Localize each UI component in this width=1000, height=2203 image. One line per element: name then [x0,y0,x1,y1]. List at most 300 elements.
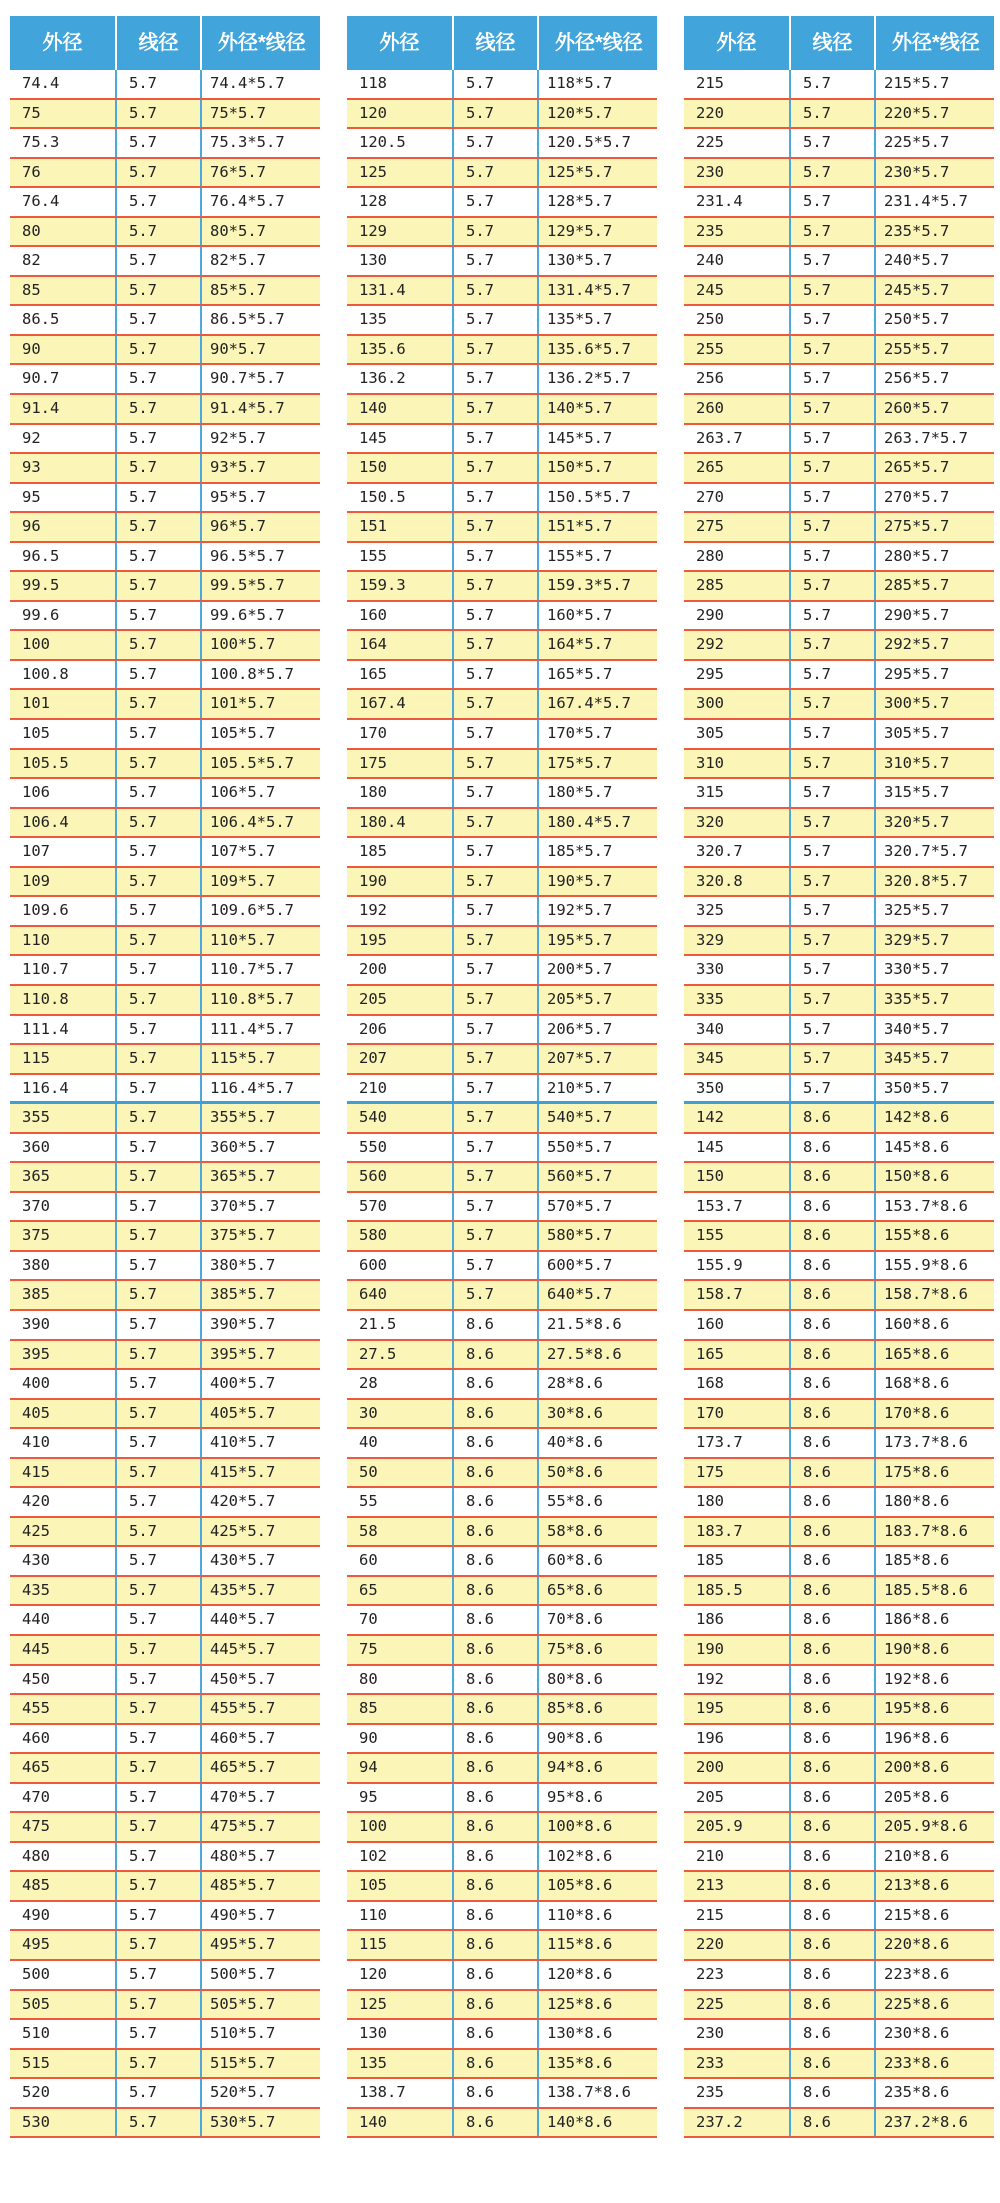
cell-outer-x-wire: 170*5.7 [537,720,657,748]
cell-wire-diameter: 5.7 [452,956,537,984]
cell-outer-diameter: 195 [696,1699,724,1718]
table-row [684,2109,994,2139]
cell-outer-diameter: 445 [22,1639,50,1658]
cell-wire-diameter: 8.6 [789,1606,874,1634]
cell-outer-diameter: 27.5 [359,1344,397,1363]
cell-outer-diameter: 65 [359,1580,378,1599]
cell-wire-diameter: 8.6 [452,1488,537,1516]
cell-wire-diameter: 5.7 [789,100,874,128]
cell-outer-diameter: 165 [696,1344,724,1363]
table-row [347,100,657,130]
cell-wire-diameter: 5.7 [115,218,200,246]
cell-outer-diameter: 150.5 [359,487,406,506]
header-outer-x-wire: 外径*线径 [537,16,657,70]
cell-outer-diameter: 580 [359,1226,387,1245]
cell-outer-x-wire: 153.7*8.6 [874,1193,994,1221]
cell-outer-x-wire: 185*5.7 [537,838,657,866]
table-row [10,2079,320,2109]
cell-outer-x-wire: 520*5.7 [200,2079,320,2107]
cell-wire-diameter: 5.7 [115,1813,200,1841]
cell-outer-x-wire: 205*5.7 [537,986,657,1014]
cell-outer-diameter: 210 [696,1846,724,1865]
cell-outer-diameter: 80 [22,221,41,240]
cell-outer-x-wire: 305*5.7 [874,720,994,748]
cell-outer-diameter: 520 [22,2083,50,2102]
table-row [684,809,994,839]
cell-wire-diameter: 5.7 [789,750,874,778]
cell-outer-x-wire: 159.3*5.7 [537,572,657,600]
cell-outer-x-wire: 85*5.7 [200,277,320,305]
table-row [347,159,657,189]
table-row [684,631,994,661]
table-row [10,1606,320,1636]
table-row [684,690,994,720]
cell-outer-diameter: 510 [22,2024,50,2043]
table-row [10,306,320,336]
cell-outer-diameter: 110 [22,930,50,949]
table-row [10,956,320,986]
table-row [10,100,320,130]
cell-outer-x-wire: 106.4*5.7 [200,809,320,837]
cell-outer-x-wire: 82*5.7 [200,247,320,275]
table-row [684,395,994,425]
cell-outer-x-wire: 500*5.7 [200,1961,320,1989]
cell-outer-diameter: 93 [22,458,41,477]
table-row [684,838,994,868]
cell-outer-diameter: 190 [359,871,387,890]
cell-wire-diameter: 5.7 [452,425,537,453]
table-row [347,1075,657,1105]
table-row [347,188,657,218]
cell-wire-diameter: 5.7 [789,956,874,984]
table-row [10,1902,320,1932]
cell-outer-diameter: 190 [696,1639,724,1658]
cell-outer-x-wire: 395*5.7 [200,1341,320,1369]
cell-outer-diameter: 76 [22,162,41,181]
cell-wire-diameter: 8.6 [789,1341,874,1369]
table-row [347,1429,657,1459]
cell-wire-diameter: 5.7 [452,129,537,157]
cell-wire-diameter: 5.7 [452,1016,537,1044]
cell-outer-diameter: 40 [359,1433,378,1452]
table-row [684,2079,994,2109]
table-body [347,70,657,2138]
cell-outer-diameter: 237.2 [696,2112,743,2131]
cell-wire-diameter: 5.7 [115,1695,200,1723]
cell-outer-x-wire: 155*5.7 [537,543,657,571]
table-row [10,927,320,957]
cell-wire-diameter: 5.7 [115,129,200,157]
cell-outer-diameter: 485 [22,1876,50,1895]
spec-table-column-2 [347,0,657,2203]
cell-outer-diameter: 560 [359,1167,387,1186]
cell-outer-x-wire: 485*5.7 [200,1872,320,1900]
cell-wire-diameter: 5.7 [789,306,874,334]
cell-wire-diameter: 5.7 [115,1754,200,1782]
cell-outer-diameter: 96.5 [22,546,60,565]
cell-outer-x-wire: 292*5.7 [874,631,994,659]
table-row [347,1045,657,1075]
cell-wire-diameter: 8.6 [789,1370,874,1398]
cell-outer-x-wire: 110*5.7 [200,927,320,955]
cell-outer-x-wire: 167.4*5.7 [537,690,657,718]
table-row [684,661,994,691]
cell-wire-diameter: 5.7 [452,838,537,866]
table-row [347,1518,657,1548]
table-row [684,1341,994,1371]
cell-outer-x-wire: 168*8.6 [874,1370,994,1398]
table-row [347,1222,657,1252]
cell-wire-diameter: 5.7 [789,129,874,157]
table-row [684,956,994,986]
table-row [10,1252,320,1282]
cell-outer-diameter: 192 [696,1669,724,1688]
table-body [10,70,320,2138]
cell-wire-diameter: 5.7 [789,454,874,482]
cell-outer-x-wire: 510*5.7 [200,2020,320,2048]
cell-outer-diameter: 215 [696,1905,724,1924]
cell-outer-x-wire: 250*5.7 [874,306,994,334]
cell-outer-diameter: 435 [22,1580,50,1599]
cell-outer-x-wire: 240*5.7 [874,247,994,275]
table-row [10,1754,320,1784]
cell-outer-x-wire: 300*5.7 [874,690,994,718]
cell-wire-diameter: 5.7 [115,602,200,630]
cell-outer-x-wire: 105*8.6 [537,1872,657,1900]
cell-outer-x-wire: 74.4*5.7 [200,70,320,98]
cell-outer-x-wire: 160*8.6 [874,1311,994,1339]
table-row [347,720,657,750]
cell-outer-diameter: 105.5 [22,753,69,772]
cell-wire-diameter: 5.7 [115,1075,200,1102]
cell-wire-diameter: 8.6 [452,1961,537,1989]
cell-outer-x-wire: 195*8.6 [874,1695,994,1723]
cell-wire-diameter: 5.7 [789,1045,874,1073]
cell-wire-diameter: 5.7 [115,1016,200,1044]
table-row [10,986,320,1016]
table-row [10,809,320,839]
cell-outer-diameter: 290 [696,605,724,624]
cell-outer-x-wire: 91.4*5.7 [200,395,320,423]
cell-outer-x-wire: 80*5.7 [200,218,320,246]
table-row [347,1577,657,1607]
cell-outer-diameter: 106.4 [22,812,69,831]
table-row [684,2050,994,2080]
cell-outer-diameter: 90.7 [22,369,60,388]
table-row [684,159,994,189]
table-row [684,1045,994,1075]
cell-outer-diameter: 96 [22,517,41,536]
cell-wire-diameter: 5.7 [115,1725,200,1753]
cell-wire-diameter: 8.6 [452,1725,537,1753]
cell-wire-diameter: 8.6 [452,1311,537,1339]
table-row [347,395,657,425]
table-row [347,868,657,898]
cell-outer-x-wire: 190*8.6 [874,1636,994,1664]
cell-wire-diameter: 5.7 [452,100,537,128]
cell-wire-diameter: 5.7 [115,70,200,98]
cell-wire-diameter: 5.7 [789,631,874,659]
table-row [10,1163,320,1193]
cell-wire-diameter: 5.7 [452,1193,537,1221]
cell-wire-diameter: 5.7 [115,1931,200,1959]
table-row [684,365,994,395]
cell-wire-diameter: 8.6 [789,1193,874,1221]
cell-wire-diameter: 5.7 [789,484,874,512]
cell-outer-diameter: 120.5 [359,133,406,152]
cell-wire-diameter: 5.7 [115,631,200,659]
cell-wire-diameter: 5.7 [115,1666,200,1694]
table-row [684,454,994,484]
table-row [347,70,657,100]
cell-outer-x-wire: 165*8.6 [874,1341,994,1369]
cell-outer-diameter: 145 [359,428,387,447]
cell-wire-diameter: 8.6 [789,1843,874,1871]
cell-wire-diameter: 5.7 [115,838,200,866]
cell-outer-x-wire: 180*8.6 [874,1488,994,1516]
spec-table-column-3 [684,0,994,2203]
table-row [684,1311,994,1341]
cell-outer-diameter: 233 [696,2053,724,2072]
cell-wire-diameter: 8.6 [789,1222,874,1250]
table-row [684,1134,994,1164]
cell-outer-diameter: 160 [696,1314,724,1333]
cell-outer-diameter: 150 [696,1167,724,1186]
cell-wire-diameter: 8.6 [789,1813,874,1841]
cell-outer-diameter: 206 [359,1019,387,1038]
cell-outer-diameter: 155.9 [696,1255,743,1274]
cell-outer-diameter: 225 [696,133,724,152]
cell-wire-diameter: 8.6 [452,1370,537,1398]
cell-wire-diameter: 5.7 [115,277,200,305]
cell-outer-x-wire: 375*5.7 [200,1222,320,1250]
table-row [347,218,657,248]
table-row [10,750,320,780]
cell-wire-diameter: 5.7 [452,277,537,305]
cell-outer-diameter: 300 [696,694,724,713]
cell-outer-x-wire: 109.6*5.7 [200,897,320,925]
cell-wire-diameter: 5.7 [115,572,200,600]
cell-outer-x-wire: 230*8.6 [874,2020,994,2048]
table-row [347,1370,657,1400]
table-row [10,2050,320,2080]
cell-outer-x-wire: 225*5.7 [874,129,994,157]
cell-wire-diameter: 5.7 [115,1488,200,1516]
cell-outer-diameter: 185.5 [696,1580,743,1599]
cell-wire-diameter: 5.7 [115,1400,200,1428]
cell-outer-diameter: 116.4 [22,1078,69,1097]
cell-outer-diameter: 231.4 [696,192,743,211]
table-row [347,2109,657,2139]
table-row [10,1666,320,1696]
cell-outer-x-wire: 550*5.7 [537,1134,657,1162]
cell-outer-x-wire: 231.4*5.7 [874,188,994,216]
cell-outer-diameter: 230 [696,162,724,181]
cell-wire-diameter: 8.6 [789,1163,874,1191]
cell-outer-diameter: 329 [696,930,724,949]
cell-outer-x-wire: 164*5.7 [537,631,657,659]
cell-outer-diameter: 99.6 [22,605,60,624]
cell-outer-x-wire: 290*5.7 [874,602,994,630]
cell-outer-x-wire: 106*5.7 [200,779,320,807]
table-row [347,1843,657,1873]
table-row [347,454,657,484]
table-row [10,1429,320,1459]
cell-outer-diameter: 164 [359,635,387,654]
cell-outer-x-wire: 100*8.6 [537,1813,657,1841]
table-row [347,1104,657,1134]
cell-outer-diameter: 370 [22,1196,50,1215]
cell-wire-diameter: 5.7 [789,1016,874,1044]
table-row [10,1547,320,1577]
cell-wire-diameter: 5.7 [115,750,200,778]
table-row [347,543,657,573]
cell-wire-diameter: 8.6 [452,1695,537,1723]
cell-outer-x-wire: 175*8.6 [874,1459,994,1487]
cell-wire-diameter: 5.7 [115,809,200,837]
cell-outer-x-wire: 95*8.6 [537,1784,657,1812]
cell-outer-x-wire: 107*5.7 [200,838,320,866]
cell-wire-diameter: 5.7 [452,986,537,1014]
cell-outer-diameter: 335 [696,989,724,1008]
cell-outer-x-wire: 75*8.6 [537,1636,657,1664]
cell-outer-x-wire: 101*5.7 [200,690,320,718]
cell-outer-diameter: 140 [359,2112,387,2131]
cell-wire-diameter: 5.7 [115,513,200,541]
cell-outer-diameter: 225 [696,1994,724,2013]
cell-wire-diameter: 5.7 [452,1134,537,1162]
cell-outer-diameter: 76.4 [22,192,60,211]
table-row [684,1104,994,1134]
cell-outer-x-wire: 86.5*5.7 [200,306,320,334]
table-row [684,868,994,898]
table-row [10,779,320,809]
cell-wire-diameter: 5.7 [115,897,200,925]
cell-outer-x-wire: 85*8.6 [537,1695,657,1723]
cell-outer-diameter: 240 [696,251,724,270]
cell-outer-diameter: 90 [359,1728,378,1747]
cell-outer-diameter: 155 [696,1226,724,1245]
cell-outer-diameter: 135.6 [359,339,406,358]
cell-outer-diameter: 223 [696,1965,724,1983]
table-row [10,631,320,661]
cell-outer-diameter: 315 [696,783,724,802]
cell-wire-diameter: 5.7 [452,336,537,364]
cell-outer-x-wire: 186*8.6 [874,1606,994,1634]
cell-wire-diameter: 8.6 [789,1518,874,1546]
table-row [10,277,320,307]
cell-wire-diameter: 5.7 [452,661,537,689]
table-row [10,1991,320,2021]
cell-wire-diameter: 8.6 [789,1400,874,1428]
table-row [347,2079,657,2109]
cell-outer-diameter: 165 [359,664,387,683]
cell-outer-x-wire: 237.2*8.6 [874,2109,994,2137]
cell-wire-diameter: 5.7 [115,1902,200,1930]
table-row [10,395,320,425]
cell-wire-diameter: 8.6 [789,1459,874,1487]
table-row [347,1488,657,1518]
table-row [347,1695,657,1725]
cell-outer-diameter: 100 [22,635,50,654]
table-row [347,631,657,661]
cell-outer-diameter: 21.5 [359,1314,397,1333]
cell-outer-x-wire: 100*5.7 [200,631,320,659]
cell-outer-diameter: 175 [359,753,387,772]
header-outer-diameter: 外径 [347,16,452,70]
cell-wire-diameter: 5.7 [789,543,874,571]
cell-outer-diameter: 129 [359,221,387,240]
cell-outer-x-wire: 151*5.7 [537,513,657,541]
cell-wire-diameter: 8.6 [789,1902,874,1930]
table-row [684,336,994,366]
cell-wire-diameter: 8.6 [789,1547,874,1575]
cell-wire-diameter: 8.6 [452,1518,537,1546]
cell-outer-diameter: 167.4 [359,694,406,713]
cell-wire-diameter: 5.7 [115,986,200,1014]
cell-outer-x-wire: 155.9*8.6 [874,1252,994,1280]
cell-outer-x-wire: 111.4*5.7 [200,1016,320,1044]
cell-wire-diameter: 8.6 [452,1754,537,1782]
cell-outer-diameter: 490 [22,1905,50,1924]
cell-wire-diameter: 8.6 [452,1341,537,1369]
cell-outer-diameter: 180 [359,783,387,802]
table-row [347,1666,657,1696]
table-row [684,188,994,218]
cell-outer-diameter: 135 [359,310,387,329]
cell-wire-diameter: 5.7 [452,1104,537,1132]
cell-outer-x-wire: 310*5.7 [874,750,994,778]
cell-wire-diameter: 5.7 [115,1636,200,1664]
cell-outer-x-wire: 120*5.7 [537,100,657,128]
cell-outer-x-wire: 460*5.7 [200,1725,320,1753]
cell-wire-diameter: 5.7 [789,277,874,305]
cell-outer-diameter: 180.4 [359,812,406,831]
cell-wire-diameter: 5.7 [452,897,537,925]
cell-outer-x-wire: 475*5.7 [200,1813,320,1841]
cell-outer-x-wire: 495*5.7 [200,1931,320,1959]
cell-outer-x-wire: 192*8.6 [874,1666,994,1694]
table-row [684,1754,994,1784]
table-row [347,336,657,366]
cell-outer-x-wire: 435*5.7 [200,1577,320,1605]
cell-outer-x-wire: 75.3*5.7 [200,129,320,157]
cell-wire-diameter: 5.7 [115,779,200,807]
cell-outer-x-wire: 285*5.7 [874,572,994,600]
cell-wire-diameter: 8.6 [789,1429,874,1457]
cell-wire-diameter: 5.7 [789,218,874,246]
cell-outer-diameter: 153.7 [696,1196,743,1215]
cell-outer-diameter: 100.8 [22,664,69,683]
cell-outer-x-wire: 380*5.7 [200,1252,320,1280]
cell-outer-x-wire: 215*5.7 [874,70,994,98]
cell-outer-x-wire: 96*5.7 [200,513,320,541]
table-row [684,897,994,927]
cell-outer-diameter: 183.7 [696,1521,743,1540]
cell-outer-diameter: 265 [696,458,724,477]
cell-wire-diameter: 5.7 [452,720,537,748]
cell-outer-x-wire: 365*5.7 [200,1163,320,1191]
cell-wire-diameter: 5.7 [115,336,200,364]
cell-outer-diameter: 120 [359,103,387,122]
cell-outer-diameter: 505 [22,1994,50,2013]
cell-outer-diameter: 245 [696,280,724,299]
table-header [10,16,320,70]
cell-outer-x-wire: 150.5*5.7 [537,484,657,512]
cell-outer-diameter: 275 [696,517,724,536]
cell-outer-diameter: 330 [696,960,724,979]
header-wire-diameter: 线径 [115,16,200,70]
